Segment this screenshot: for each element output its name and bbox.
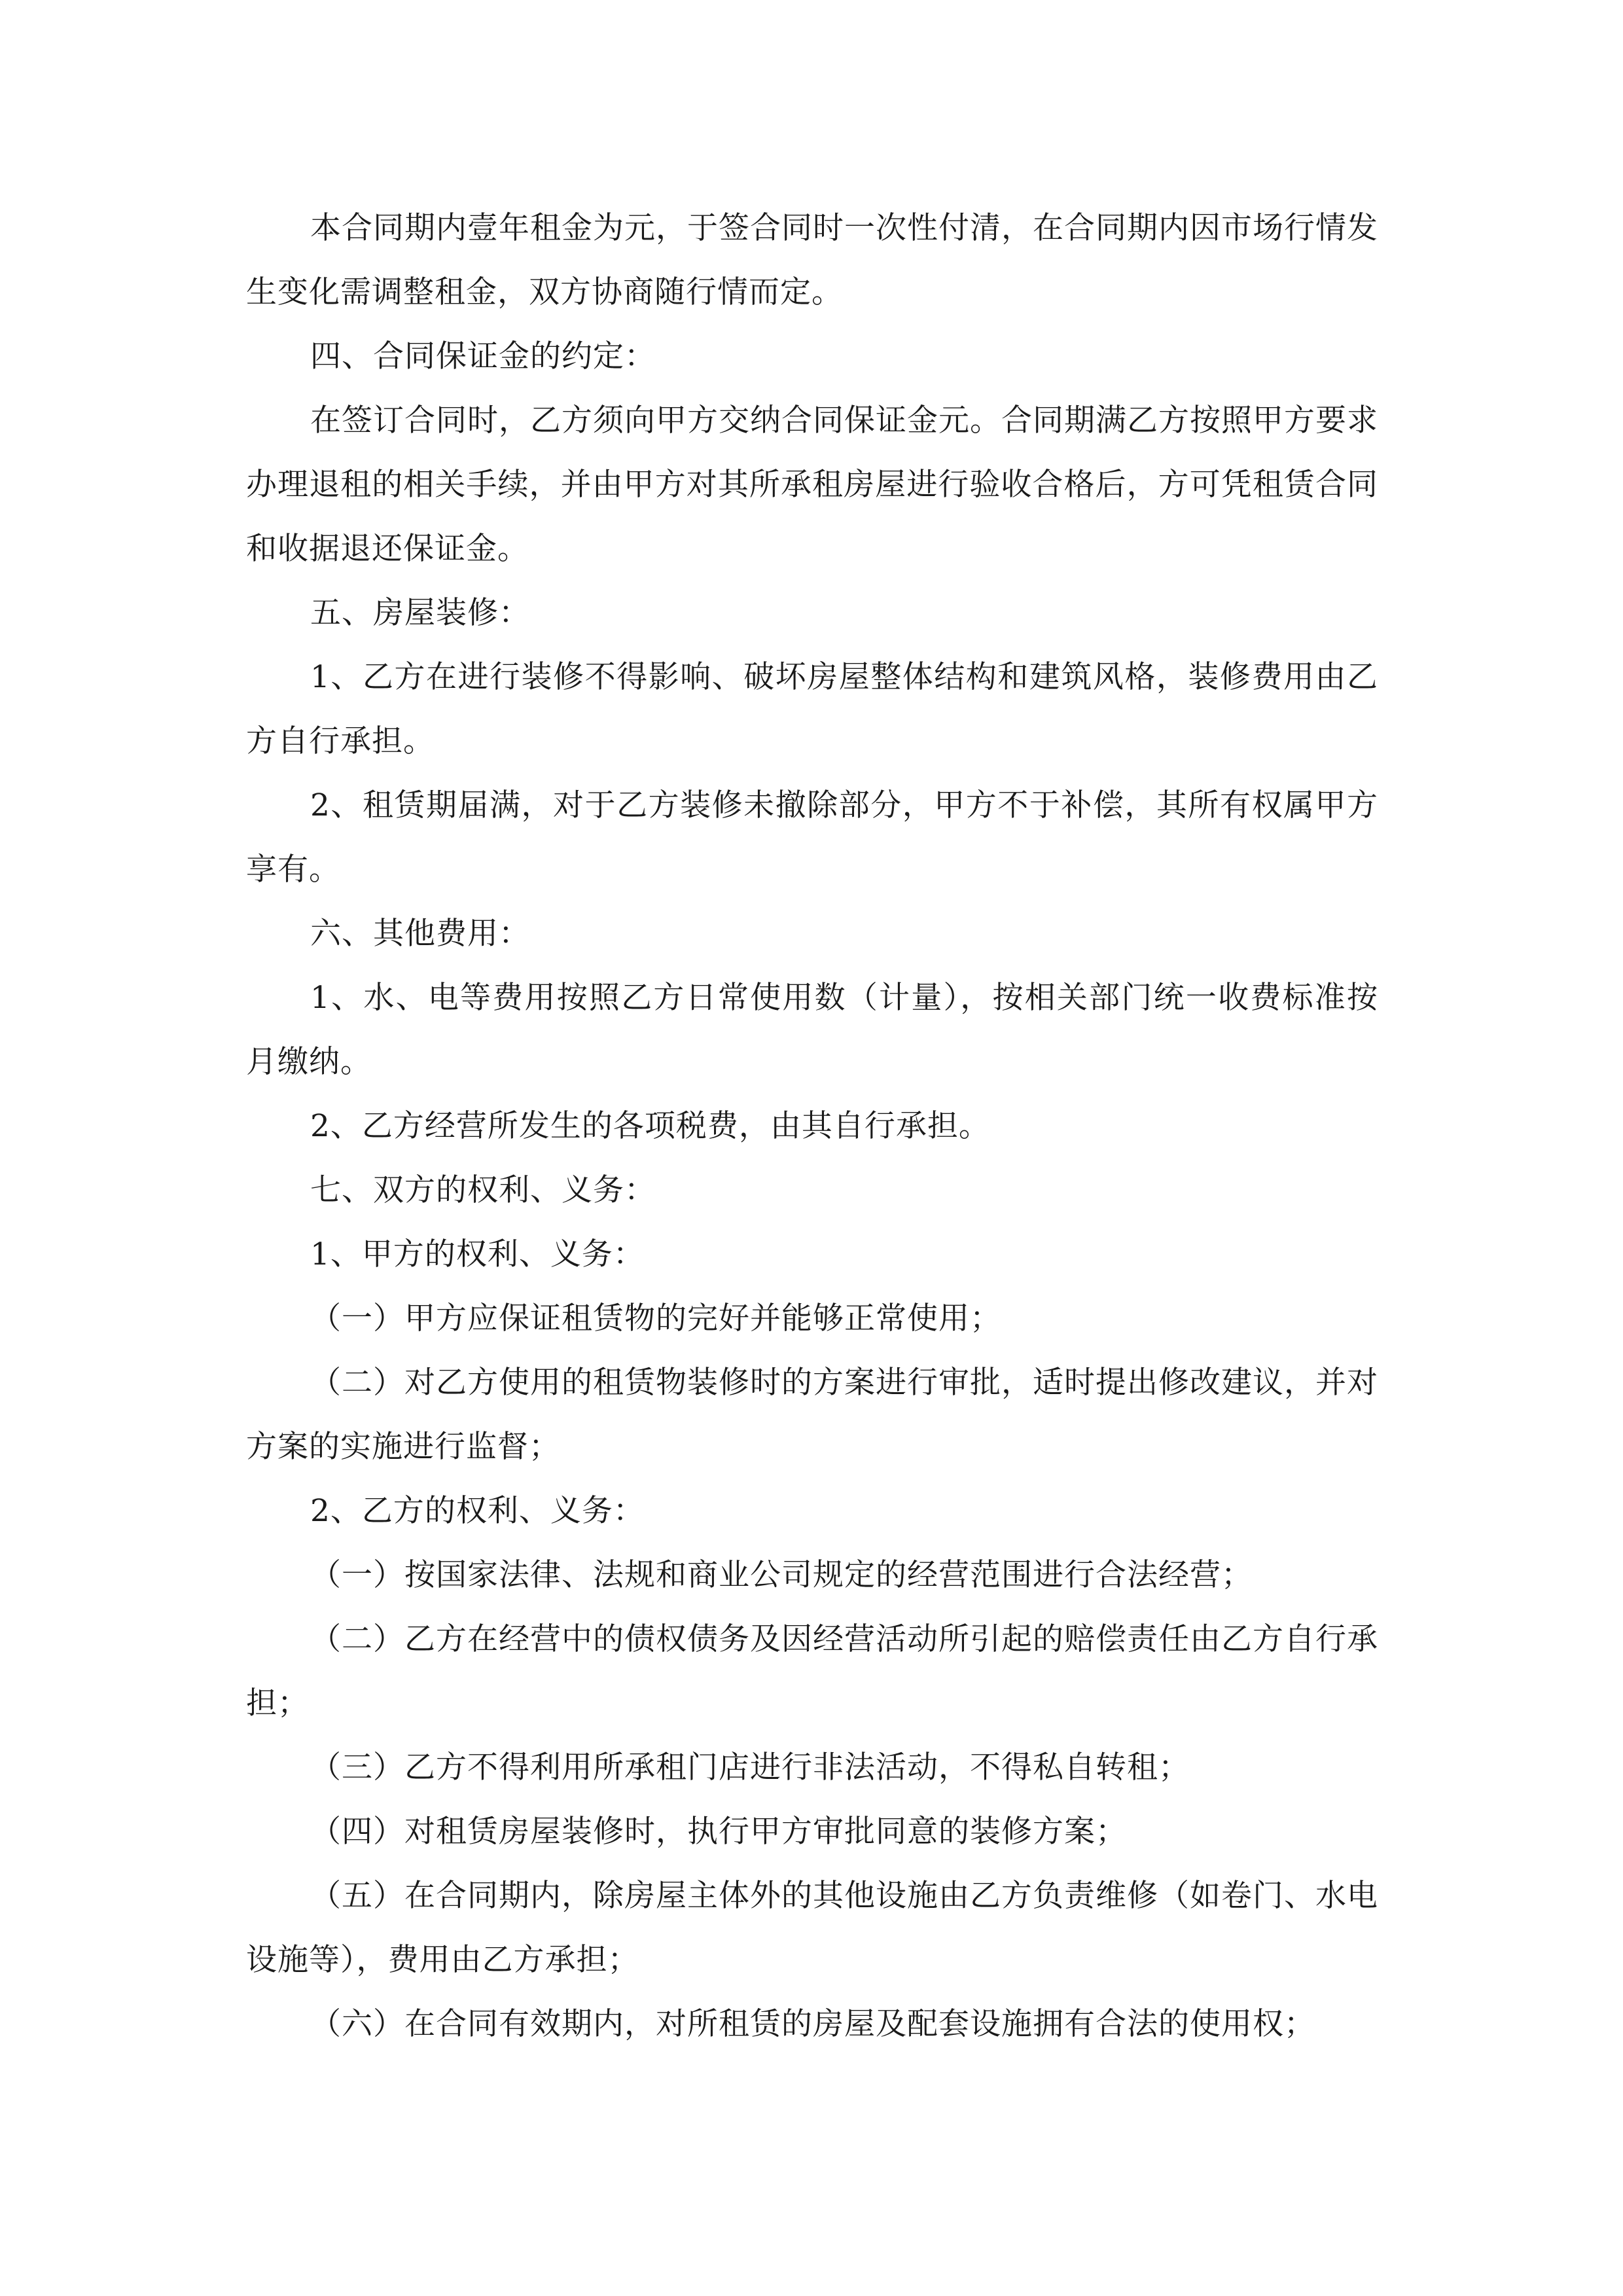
party-a-item-2: （二）对乙方使用的租赁物装修时的方案进行审批，适时提出修改建议，并对方案的实施进行监督； <box>246 1365 1378 1465</box>
paragraph-fees-1: 1、水、电等费用按照乙方日常使用数（计量），按相关部门统一收费标准按月缴纳。 <box>246 980 1378 1080</box>
heading-deposit: 四、合同保证金的约定： <box>310 338 656 374</box>
paragraph-fees-2: 2、乙方经营所发生的各项税费，由其自行承担。 <box>310 1108 990 1144</box>
party-a-item-1: （一）甲方应保证租赁物的完好并能够正常使用； <box>310 1300 1001 1336</box>
party-b-item-2: （二）乙方在经营中的债权债务及因经营活动所引起的赔偿责任由乙方自行承担； <box>246 1621 1378 1721</box>
party-b-item-1: （一）按国家法律、法规和商业公司规定的经营范围进行合法经营； <box>310 1557 1253 1593</box>
party-b-item-5: （五）在合同期内，除房屋主体外的其他设施由乙方负责维修（如卷门、水电设施等），费用由乙方承担； <box>246 1878 1378 1978</box>
paragraph-rent-amount: 本合同期内壹年租金为元，于签合同时一次性付清，在合同期内因市场行情发生变化需调整租金，双方协商随行情而定。 <box>246 210 1378 310</box>
party-b-item-3: （三）乙方不得利用所承租门店进行非法活动，不得私自转租； <box>310 1749 1190 1785</box>
document-body <box>246 196 1378 2056</box>
party-b-item-4: （四）对租赁房屋装修时，执行甲方审批同意的装修方案； <box>310 1814 1127 1850</box>
heading-rights-duties: 七、双方的权利、义务： <box>310 1172 656 1208</box>
party-b-item-6: （六）在合同有效期内，对所租赁的房屋及配套设施拥有合法的使用权； <box>310 2006 1315 2042</box>
subheading-party-a: 1、甲方的权利、义务： <box>310 1236 645 1272</box>
heading-other-fees: 六、其他费用： <box>310 916 530 952</box>
paragraph-renovation-1: 1、乙方在进行装修不得影响、破坏房屋整体结构和建筑风格，装修费用由乙方自行承担。 <box>246 659 1378 759</box>
paragraph-renovation-2: 2、租赁期届满，对于乙方装修未撤除部分，甲方不于补偿，其所有权属甲方享有。 <box>246 787 1378 888</box>
paragraph-deposit: 在签订合同时，乙方须向甲方交纳合同保证金元。合同期满乙方按照甲方要求办理退租的相关手续，并由甲方对其所承租房屋进行验收合格后，方可凭租赁合同和收据退还保证金。 <box>246 403 1378 567</box>
heading-renovation: 五、房屋装修： <box>310 595 530 631</box>
subheading-party-b: 2、乙方的权利、义务： <box>310 1493 645 1529</box>
